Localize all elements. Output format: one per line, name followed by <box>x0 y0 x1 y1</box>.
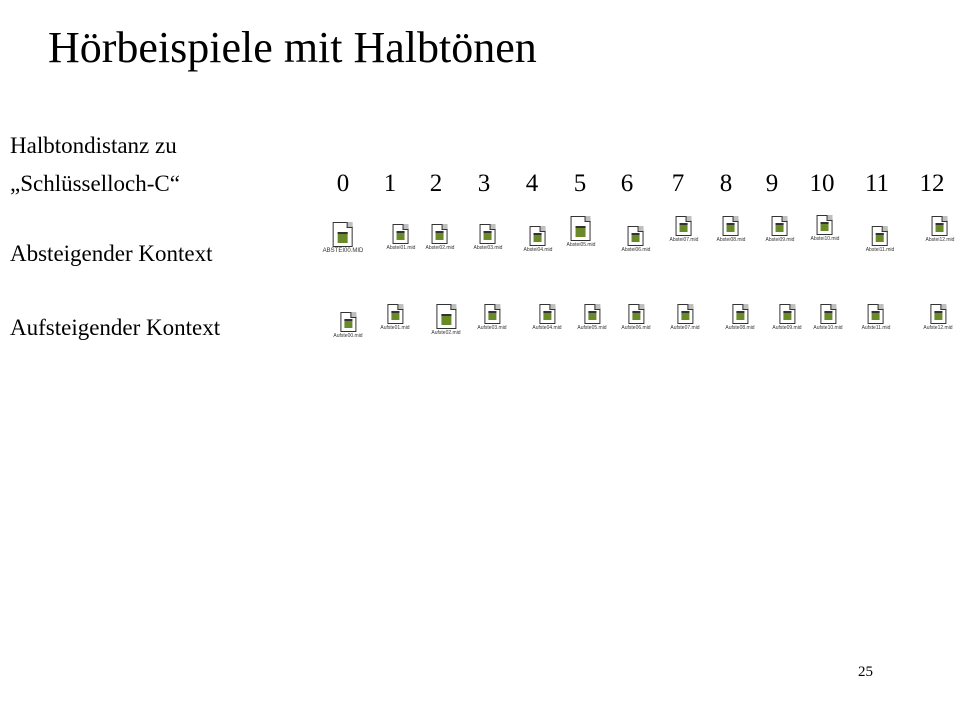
midi-file-icon <box>868 304 884 324</box>
file-name: Abstei01.mid <box>386 245 416 251</box>
descending-context-label: Absteigender Kontext <box>10 241 213 266</box>
midi-file-icon <box>571 216 591 241</box>
clapperboard-icon <box>876 233 884 242</box>
semitone-number: 6 <box>620 170 634 197</box>
clapperboard-icon <box>344 319 352 328</box>
midi-file-icon <box>340 312 356 332</box>
semitone-number: 8 <box>719 170 733 197</box>
midi-file-icon <box>817 215 833 235</box>
semitone-number: 9 <box>765 170 779 197</box>
midi-file-shortcut[interactable] <box>477 304 506 331</box>
midi-file-shortcut[interactable] <box>862 304 891 331</box>
clapperboard-icon <box>436 231 444 240</box>
midi-file-shortcut[interactable] <box>766 216 795 243</box>
semitone-number: 1 <box>383 170 397 197</box>
midi-file-shortcut[interactable] <box>567 216 596 248</box>
file-name: Abstei04.mid <box>523 247 553 253</box>
midi-file-icon <box>930 304 946 324</box>
ascending-context-label: Aufsteigender Kontext <box>10 315 221 340</box>
file-name: Abstei07.mid <box>669 237 699 243</box>
clapperboard-icon <box>776 223 784 232</box>
midi-file-shortcut[interactable] <box>717 216 746 243</box>
semitone-number: 10 <box>809 170 835 197</box>
semitone-number: 3 <box>477 170 491 197</box>
midi-file-shortcut[interactable] <box>772 304 801 331</box>
midi-file-shortcut[interactable] <box>670 304 699 331</box>
midi-file-shortcut[interactable] <box>577 304 606 331</box>
midi-file-shortcut[interactable] <box>474 224 503 251</box>
file-name: Abstei05.mid <box>566 242 596 248</box>
file-name: Aufste00.mid <box>333 333 363 339</box>
clapperboard-icon <box>632 311 640 320</box>
midi-file-icon <box>772 216 788 236</box>
clapperboard-icon <box>397 231 405 240</box>
file-name: Abstei11.mid <box>865 247 895 253</box>
distance-label-line2: „Schlüsselloch-C“ <box>10 171 180 196</box>
midi-file-icon <box>872 226 888 246</box>
midi-file-icon <box>932 216 948 236</box>
midi-file-icon <box>677 304 693 324</box>
distance-label-line1: Halbtondistanz zu <box>10 133 177 158</box>
midi-file-shortcut[interactable] <box>431 304 460 336</box>
file-name: Abstei09.mid <box>765 237 795 243</box>
slide-title: Hörbeispiele mit Halbtönen <box>48 23 537 72</box>
clapperboard-icon <box>441 314 451 325</box>
midi-file-icon <box>333 222 353 247</box>
clapperboard-icon <box>632 233 640 242</box>
semitone-number: 4 <box>525 170 539 197</box>
midi-file-shortcut[interactable] <box>923 304 952 331</box>
page-number: 25 <box>858 664 873 680</box>
midi-file-icon <box>480 224 496 244</box>
midi-file-shortcut[interactable] <box>725 304 754 331</box>
clapperboard-icon <box>934 311 942 320</box>
midi-file-shortcut[interactable] <box>866 226 895 253</box>
file-name: Aufste04.mid <box>532 325 562 331</box>
clapperboard-icon <box>484 231 492 240</box>
semitone-number: 0 <box>336 170 350 197</box>
clapperboard-icon <box>680 223 688 232</box>
midi-file-icon <box>393 224 409 244</box>
clapperboard-icon <box>488 311 496 320</box>
file-name: Aufste11.mid <box>861 325 891 331</box>
midi-file-icon <box>779 304 795 324</box>
midi-file-icon <box>530 226 546 246</box>
semitone-number: 11 <box>864 170 890 197</box>
semitone-number: 12 <box>919 170 945 197</box>
midi-file-shortcut[interactable] <box>387 224 416 251</box>
clapperboard-icon <box>936 223 944 232</box>
clapperboard-icon <box>824 311 832 320</box>
clapperboard-icon <box>821 222 829 231</box>
midi-file-shortcut[interactable] <box>426 224 455 251</box>
midi-file-shortcut[interactable] <box>811 215 840 242</box>
midi-file-shortcut[interactable] <box>813 304 842 331</box>
clapperboard-icon <box>338 232 348 243</box>
file-name: Abstei03.mid <box>473 245 503 251</box>
file-name: Aufste05.mid <box>577 325 607 331</box>
midi-file-shortcut[interactable] <box>380 304 409 331</box>
midi-file-shortcut[interactable] <box>926 216 955 243</box>
midi-file-shortcut[interactable] <box>524 226 553 253</box>
file-name: Aufste02.mid <box>431 330 461 336</box>
clapperboard-icon <box>783 311 791 320</box>
file-name: Aufste06.mid <box>621 325 651 331</box>
midi-file-icon <box>436 304 456 329</box>
file-name: Abstei12.mid <box>925 237 955 243</box>
midi-file-shortcut[interactable] <box>323 222 364 255</box>
file-name: Aufste08.mid <box>725 325 755 331</box>
midi-file-icon <box>628 226 644 246</box>
file-name: Aufste12.mid <box>923 325 953 331</box>
file-name: Abstei06.mid <box>621 247 651 253</box>
clapperboard-icon <box>543 311 551 320</box>
file-name: Aufste03.mid <box>477 325 507 331</box>
midi-file-shortcut[interactable] <box>621 304 650 331</box>
midi-file-icon <box>628 304 644 324</box>
clapperboard-icon <box>872 311 880 320</box>
midi-file-shortcut[interactable] <box>670 216 699 243</box>
file-name: Aufste09.mid <box>772 325 802 331</box>
clapperboard-icon <box>534 233 542 242</box>
midi-file-shortcut[interactable] <box>333 312 362 339</box>
clapperboard-icon <box>576 226 586 237</box>
midi-file-shortcut[interactable] <box>622 226 651 253</box>
clapperboard-icon <box>681 311 689 320</box>
semitone-number: 2 <box>429 170 443 197</box>
midi-file-icon <box>732 304 748 324</box>
clapperboard-icon <box>727 223 735 232</box>
midi-file-icon <box>820 304 836 324</box>
file-name: Abstei02.mid <box>425 245 455 251</box>
midi-file-icon <box>387 304 403 324</box>
midi-file-icon <box>539 304 555 324</box>
file-name: Abstei10.mid <box>810 236 840 242</box>
midi-file-icon <box>723 216 739 236</box>
semitone-number: 7 <box>671 170 685 197</box>
clapperboard-icon <box>391 311 399 320</box>
midi-file-icon <box>432 224 448 244</box>
clapperboard-icon <box>588 311 596 320</box>
file-name: Aufste10.mid <box>813 325 843 331</box>
file-name: Aufste01.mid <box>380 325 410 331</box>
file-name: Abstei08.mid <box>716 237 746 243</box>
file-name: ABSTEI00.MID <box>322 248 364 254</box>
clapperboard-icon <box>736 311 744 320</box>
midi-file-icon <box>584 304 600 324</box>
semitone-number: 5 <box>573 170 587 197</box>
midi-file-shortcut[interactable] <box>532 304 561 331</box>
file-name: Aufste07.mid <box>670 325 700 331</box>
midi-file-icon <box>676 216 692 236</box>
midi-file-icon <box>484 304 500 324</box>
